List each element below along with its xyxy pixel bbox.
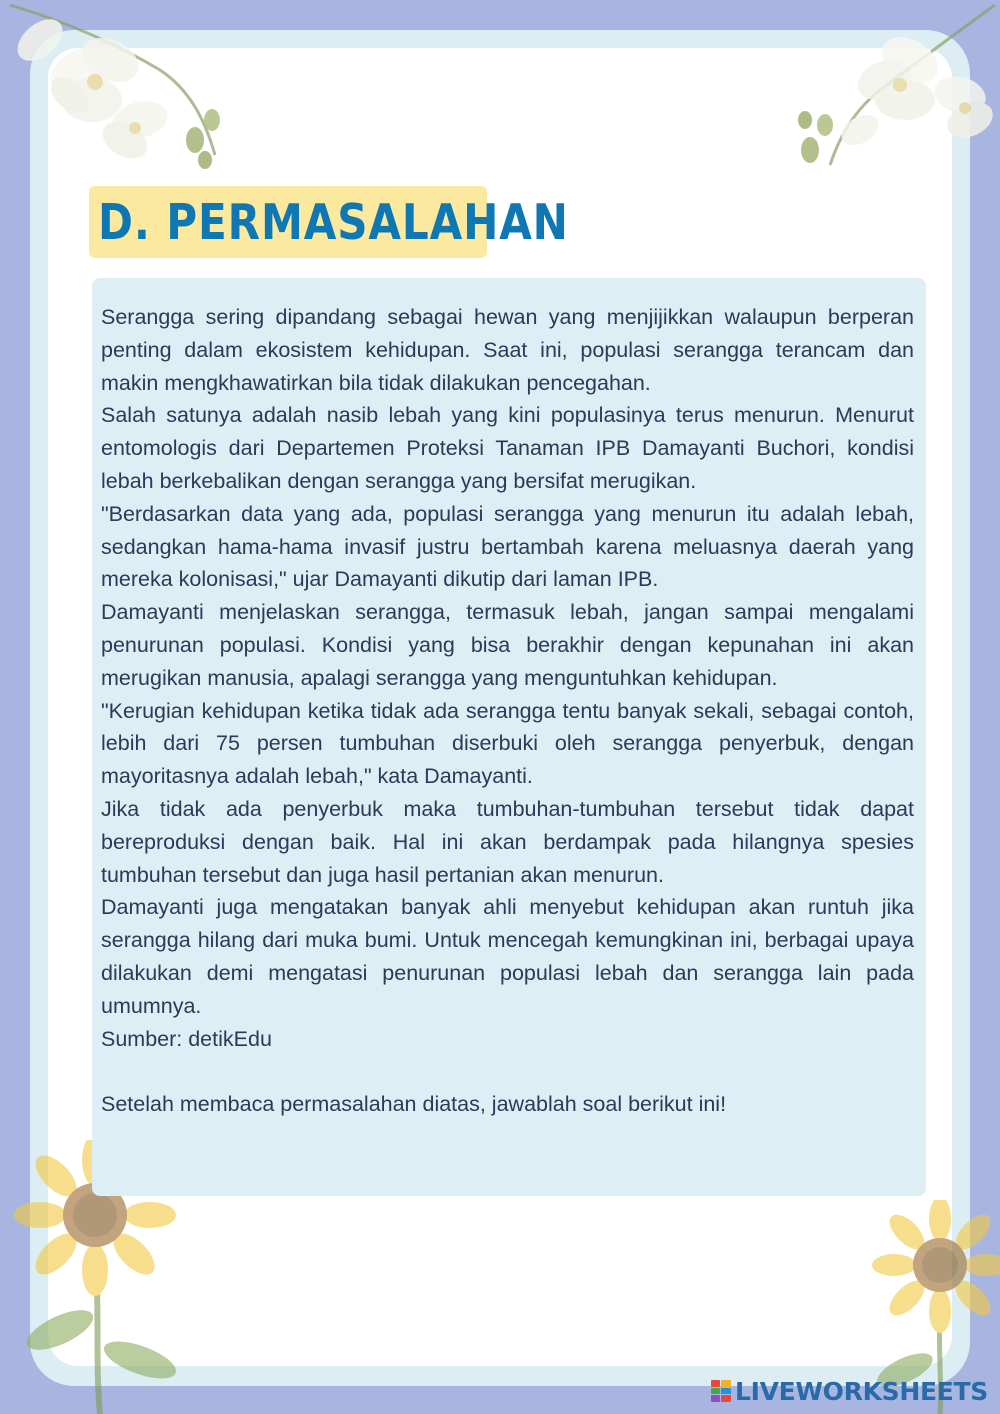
- paragraph: Damayanti menjelaskan serangga, termasuk lebah, jangan sampai mengalami penurunan populasi. Kondisi yang bisa berakhir dengan kepunahan ini akan merugikan manusia, apalagi serangga yang menguntuhkan kehidupan.: [101, 600, 914, 690]
- page-title: D. PERMASALAHAN: [98, 194, 569, 251]
- paragraph: Damayanti juga mengatakan banyak ahli menyebut kehidupan akan runtuh jika serangga hilang dari muka bumi. Untuk mencegah kemungkinan ini, berbagai upaya dilakukan demi mengatasi penurunan populasi lebah dan serangga lain pada umumnya.: [101, 895, 914, 1018]
- paragraph: Salah satunya adalah nasib lebah yang kini populasinya terus menurun. Menurut entomologis dari Departemen Proteksi Tanaman IPB Damayanti Buchori, kondisi lebah berkebalikan dengan serangga yang bersifat merugikan.: [101, 403, 914, 493]
- liveworksheets-brand: LIVEWORKSHEETS: [734, 1376, 988, 1406]
- paragraph: Jika tidak ada penyerbuk maka tumbuhan-tumbuhan tersebut tidak dapat bereproduksi dengan baik. Hal ini akan berdampak pada hilangnya spesies tumbuhan tersebut dan juga hasil pertanian akan menurun.: [101, 796, 914, 887]
- orchid-icon: [0, 0, 250, 180]
- instruction-line: Setelah membaca permasalahan diatas, jawablah soal berikut ini!: [101, 1092, 727, 1117]
- liveworksheets-logo: [711, 1376, 988, 1406]
- source-line: Sumber: detikEdu: [101, 1026, 272, 1051]
- liveworksheets-mark-icon: [711, 1380, 731, 1402]
- spacer: [101, 1055, 914, 1088]
- paragraph: Serangga sering dipandang sebagai hewan yang menjijikkan walaupun berperan penting dalam ekosistem kehidupan. Saat ini, populasi serangga terancam dan makin mengkhawatirkan bila tidak dilakukan pencegahan.: [101, 305, 914, 395]
- orchid-icon: [770, 0, 1000, 180]
- paragraph: "Berdasarkan data yang ada, populasi serangga yang menurun itu adalah lebah, sedangkan hama-hama invasif justru bertambah karena meluasnya daerah yang mereka kolonisasi," ujar Damayanti dikutip dari laman IPB.: [101, 501, 914, 592]
- article-body: [101, 301, 914, 1121]
- paragraph: "Kerugian kehidupan ketika tidak ada serangga tentu banyak sekali, sebagai contoh, lebih dari 75 persen tumbuhan diserbuki oleh serangga penyerbuk, dengan mayoritasnya adalah lebah," kata Damayanti.: [101, 698, 914, 789]
